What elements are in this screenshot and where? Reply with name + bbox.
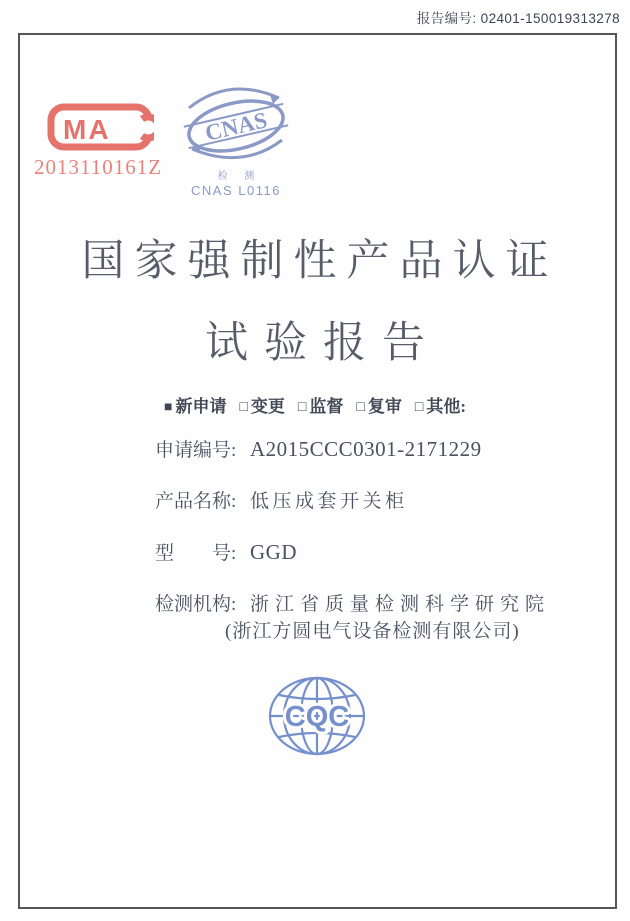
cnas-logo-letters: CNAS xyxy=(202,107,270,146)
checkbox-empty-icon: □ xyxy=(414,400,424,415)
field-label: 检测机构: xyxy=(155,594,237,615)
option-label: 监督 xyxy=(309,397,344,416)
option-label: 新申请 xyxy=(175,397,227,416)
field-value-line2: (浙江方圆电气设备检测有限公司) xyxy=(225,621,520,642)
cnas-swoosh-top xyxy=(189,89,279,108)
field-label: 型 号: xyxy=(155,543,237,564)
field-product-name xyxy=(155,490,550,514)
application-type-option-supervision xyxy=(298,392,343,417)
field-value: A2015CCC0301-2171229 xyxy=(250,437,482,461)
field-value: GGD xyxy=(250,540,297,564)
field-test-organization xyxy=(155,593,550,643)
cqc-logo xyxy=(266,675,368,759)
field-application-number xyxy=(155,438,550,463)
application-type-option-other xyxy=(415,392,466,417)
checkbox-empty-icon: □ xyxy=(239,400,248,415)
document-title-line2: 试验报告 xyxy=(205,320,441,367)
cqc-logo-letters: CQC xyxy=(284,701,350,733)
application-type-row xyxy=(0,392,630,417)
field-model xyxy=(155,541,550,566)
option-label: 其他: xyxy=(426,397,466,416)
cma-logo-letters: MA xyxy=(63,114,111,145)
application-type-option-new xyxy=(164,392,226,417)
option-label: 变更 xyxy=(250,397,285,416)
checkbox-empty-icon: □ xyxy=(356,400,365,415)
cnas-logo-block xyxy=(181,82,291,198)
option-label: 复审 xyxy=(367,397,402,416)
application-type-option-review xyxy=(356,392,401,417)
checkbox-checked-icon: ■ xyxy=(163,400,173,415)
field-value: 低压成套开关柜 xyxy=(250,491,408,512)
report-fields xyxy=(155,438,550,670)
cma-certificate-code: 2013110161Z xyxy=(33,155,163,179)
cnas-accreditation-number: CNAS L0116 xyxy=(191,183,281,198)
cnas-caption: 检 测 xyxy=(217,171,262,182)
application-type-option-change xyxy=(239,392,284,417)
cnas-logo xyxy=(181,82,291,164)
field-label: 产品名称: xyxy=(155,491,237,512)
document-title-line1: 国家强制性产品认证 xyxy=(81,238,559,285)
checkbox-empty-icon: □ xyxy=(297,400,307,415)
field-label: 申请编号: xyxy=(155,440,237,461)
cma-logo xyxy=(46,102,154,152)
report-number: 报告编号: 02401-150019313278 xyxy=(416,11,620,26)
field-value: 浙江省质量检测科学研究院 xyxy=(250,594,551,615)
